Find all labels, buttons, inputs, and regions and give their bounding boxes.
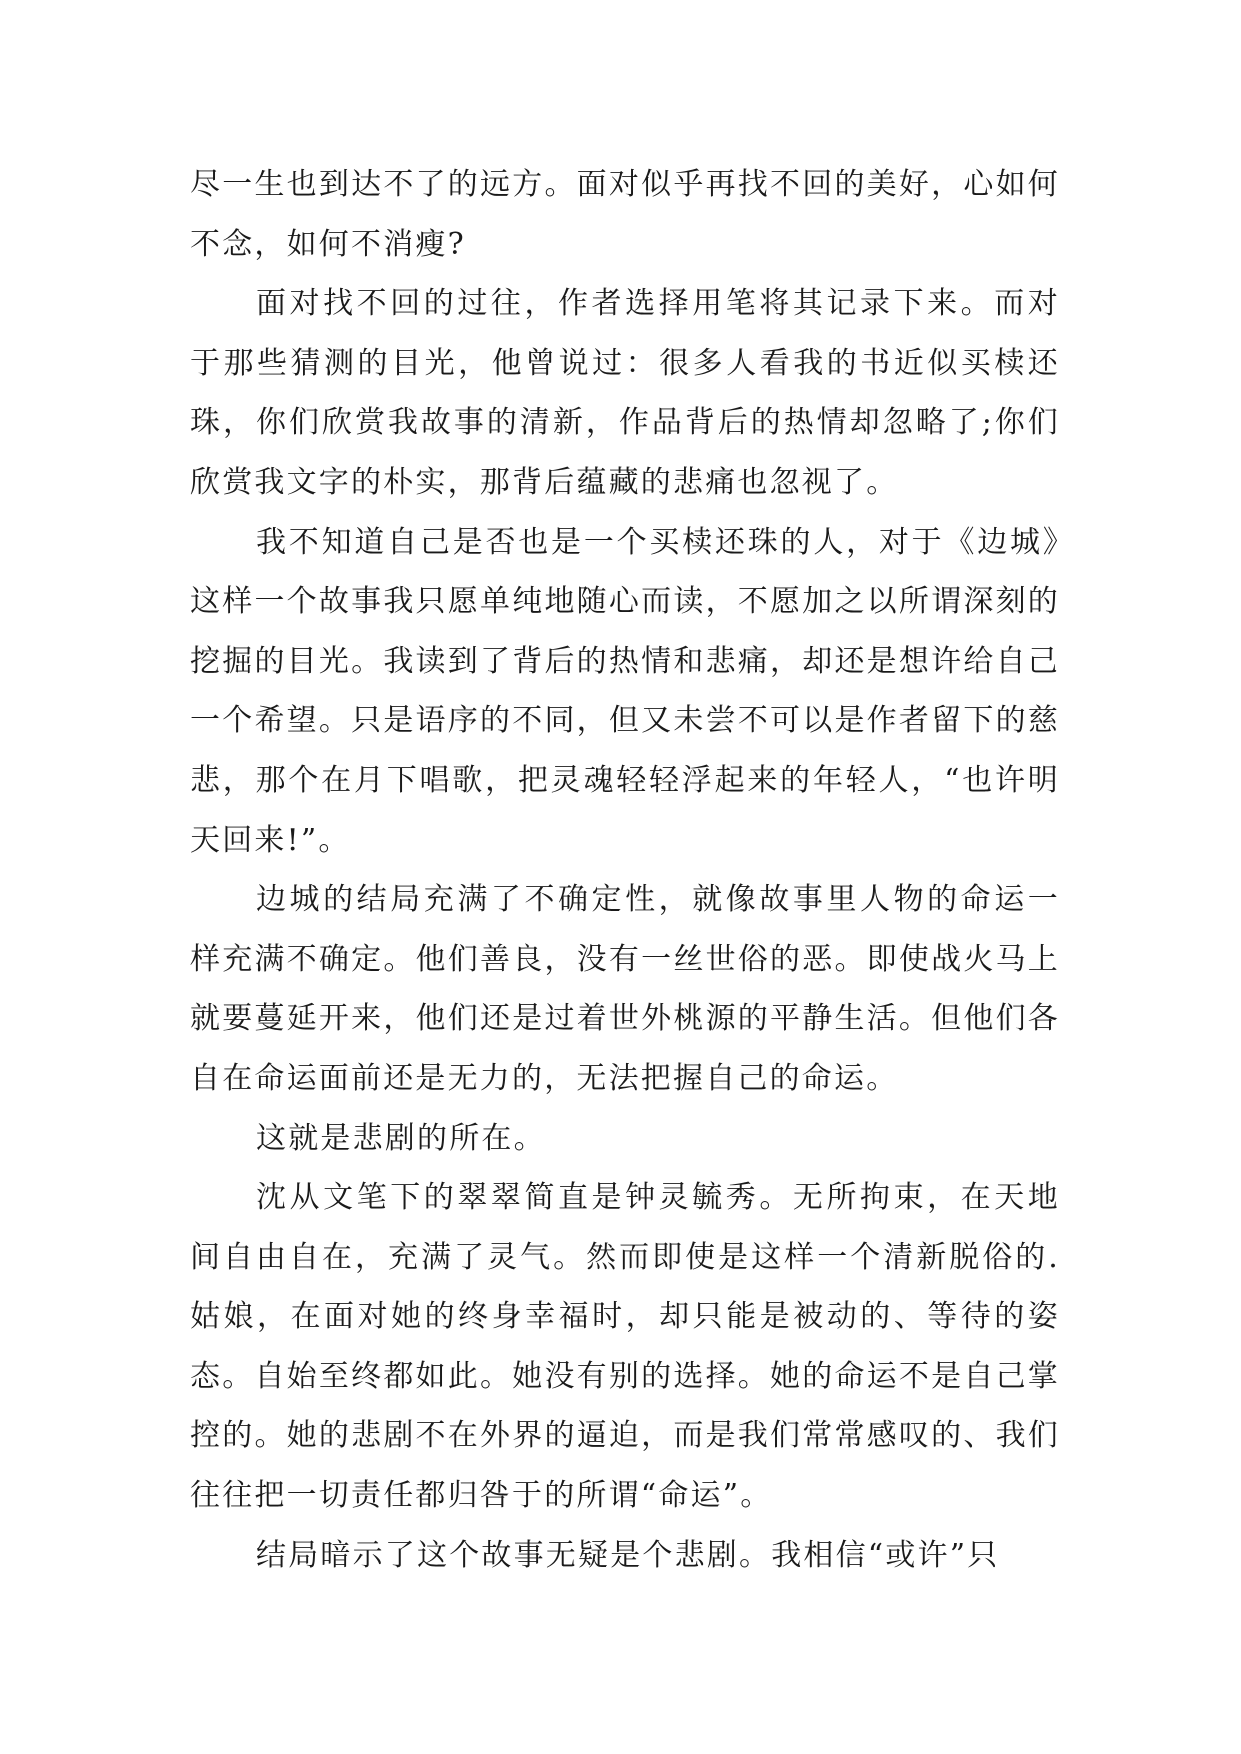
document-body	[190, 155, 1060, 1585]
paragraph-7: 结局暗示了这个故事无疑是个悲剧。我相信“或许”只	[256, 1537, 1000, 1573]
paragraph-3: 我不知道自己是否也是一个买椟还珠的人，对于《边城》这样一个故事我只愿单纯地随心而读，不愿加之以所谓深刻的挖掘的目光。我读到了背后的热情和悲痛，却还是想许给自己一个希望。只是语序的不同，但又未尝不可以是作者留下的慈悲，那个在月下唱歌，把灵魂轻轻浮起来的年轻人，“也许明天回来!”。	[190, 524, 1060, 858]
paragraph-4: 边城的结局充满了不确定性，就像故事里人物的命运一样充满不确定。他们善良，没有一丝世俗的恶。即使战火马上就要蔓延开来，他们还是过着世外桃源的平静生活。但他们各自在命运面前还是无力的，无法把握自己的命运。	[190, 882, 1060, 1096]
paragraph-2: 面对找不回的过往，作者选择用笔将其记录下来。而对于那些猜测的目光，他曾说过：很多人看我的书近似买椟还珠，你们欣赏我故事的清新，作品背后的热情却忽略了;你们欣赏我文字的朴实，那背后蕴藏的悲痛也忽视了。	[190, 286, 1060, 500]
paragraph-5: 这就是悲剧的所在。	[256, 1120, 546, 1156]
paragraph-6: 沈从文笔下的翠翠简直是钟灵毓秀。无所拘束，在天地间自由自在，充满了灵气。然而即使是这样一个清新脱俗的.姑娘，在面对她的终身幸福时，却只能是被动的、等待的姿态。自始至终都如此。她没有别的选择。她的命运不是自己掌控的。她的悲剧不在外界的逼迫，而是我们常常感叹的、我们往往把一切责任都归咎于的所谓“命运”。	[190, 1180, 1060, 1514]
paragraph-1: 尽一生也到达不了的远方。面对似乎再找不回的美好，心如何不念，如何不消瘦?	[190, 167, 1060, 262]
